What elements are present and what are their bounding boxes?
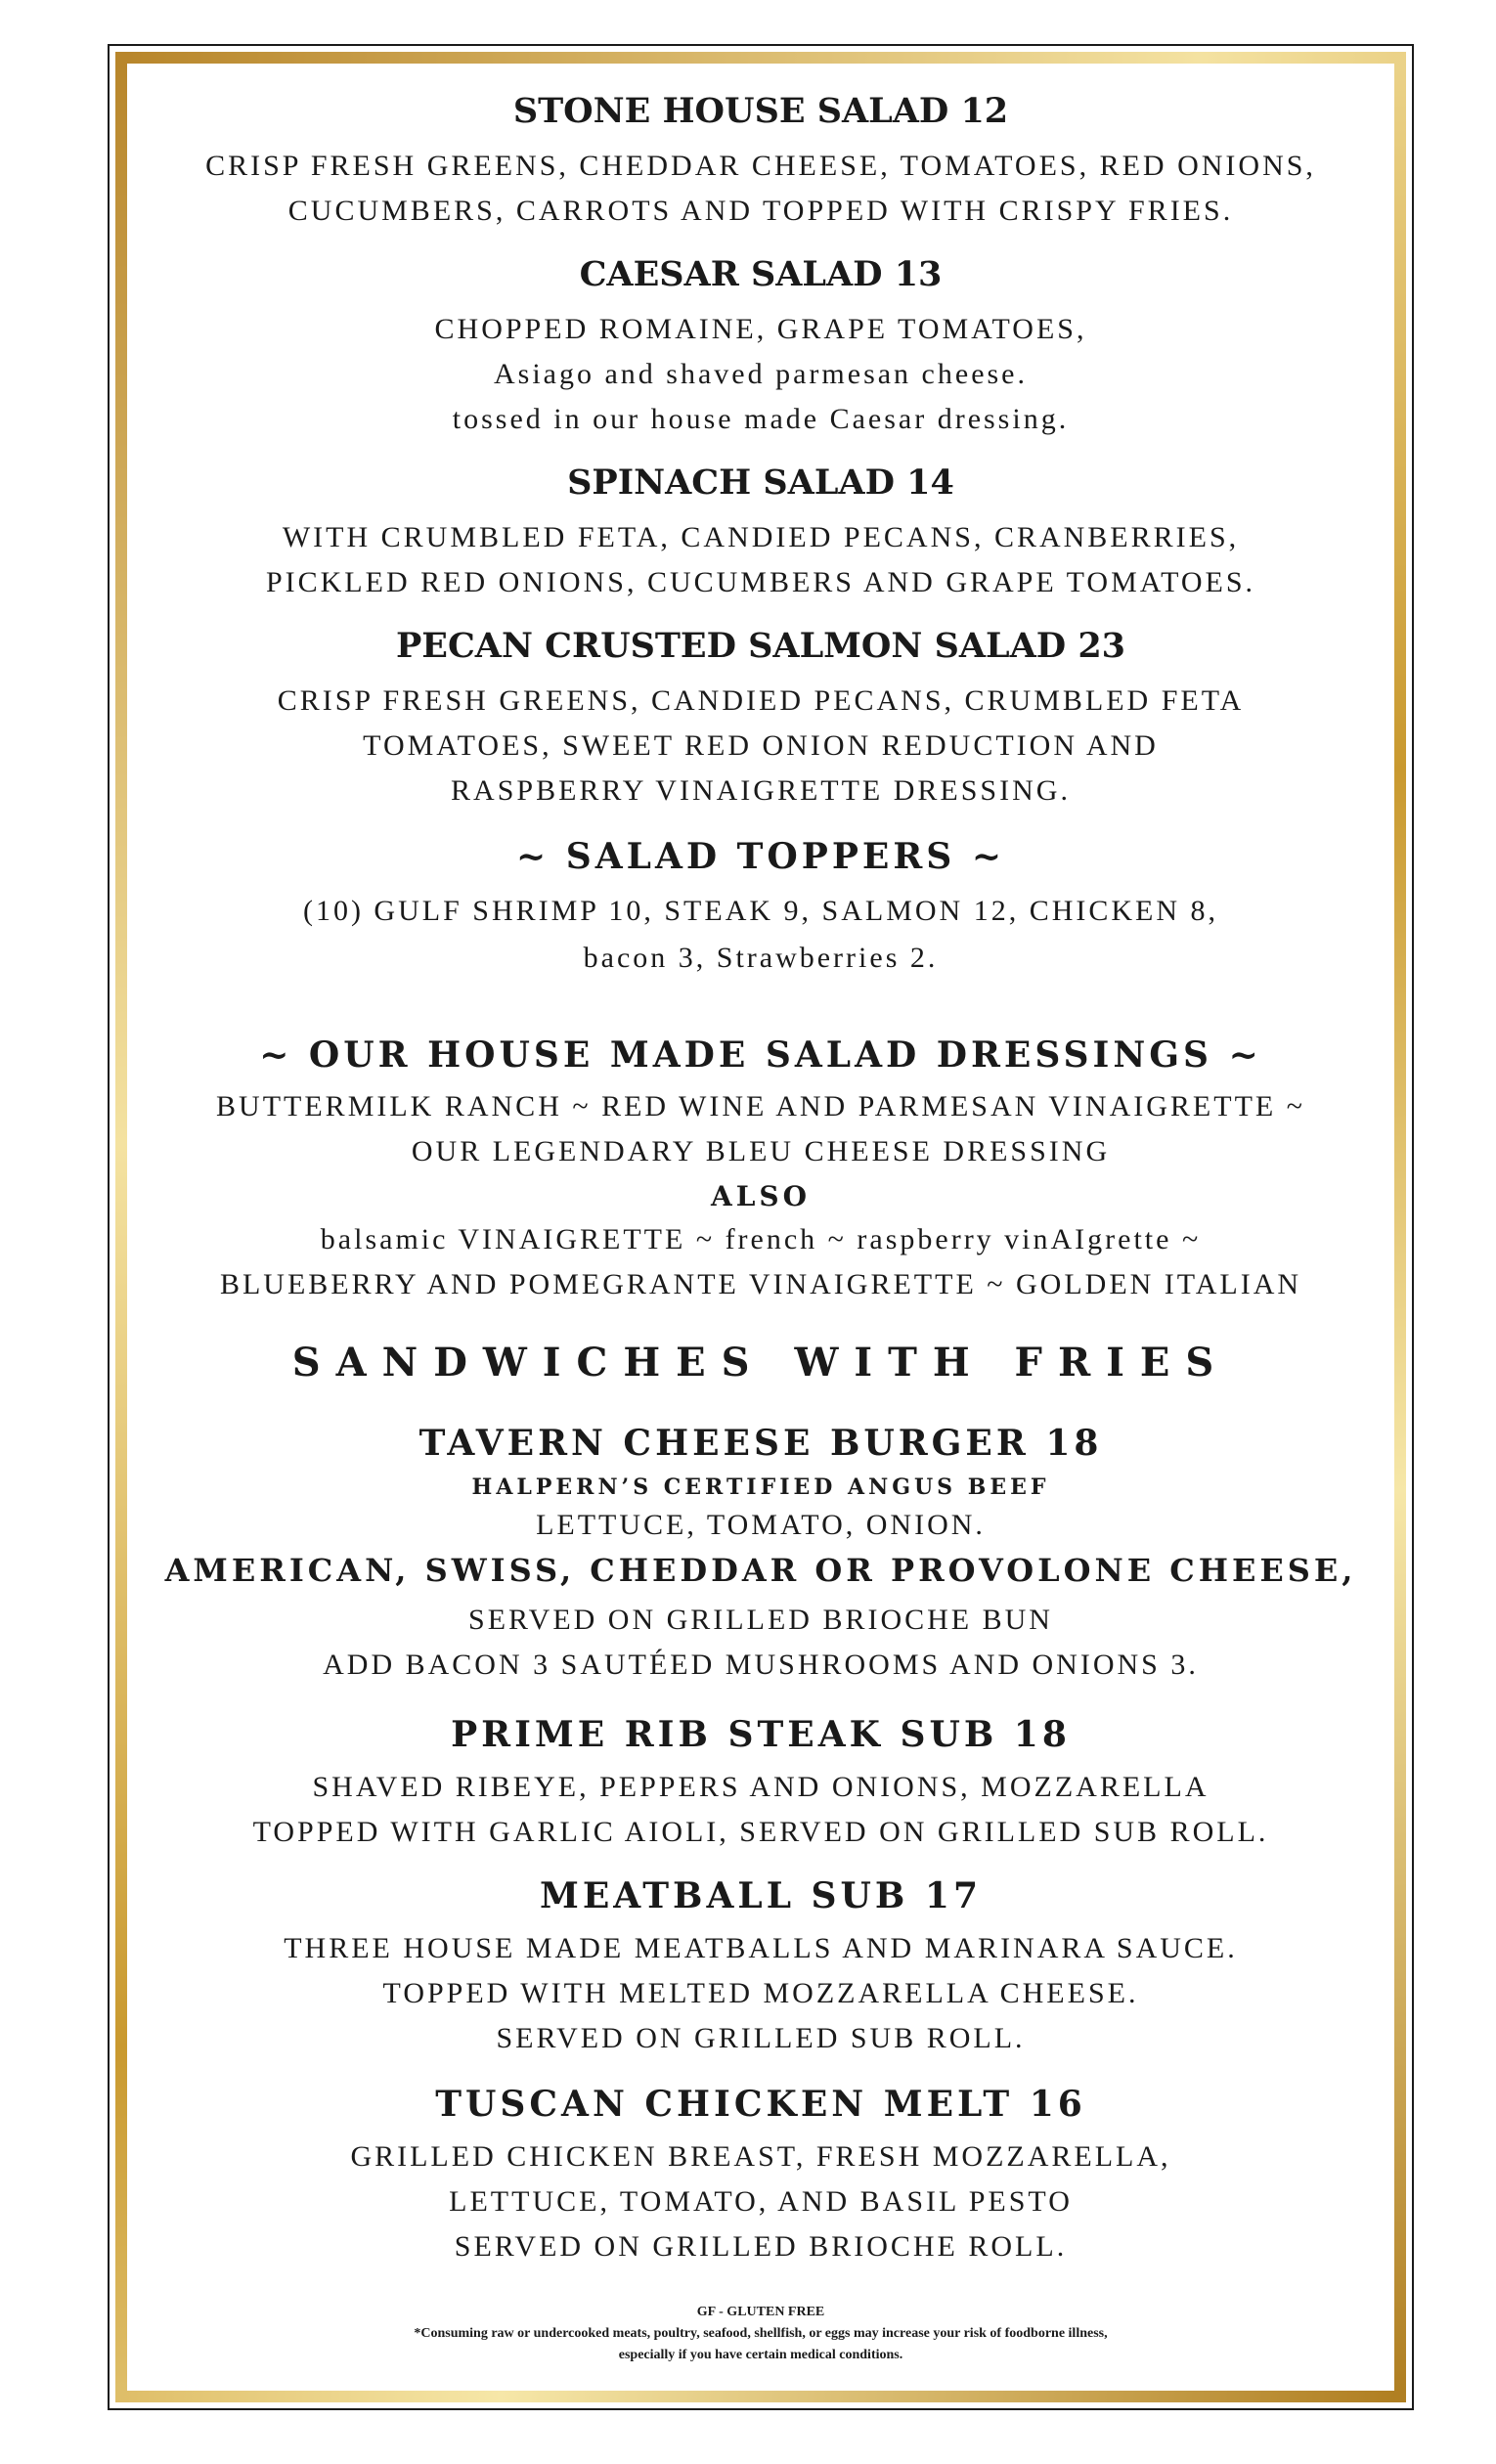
dressings-line-2: OUR LEGENDARY BLEU CHEESE DRESSING (411, 1135, 1111, 1167)
consumer-warning-1: *Consuming raw or undercooked meats, poultry, seafood, shellfish, or eggs may increase your risk of foodborne illness, (414, 2326, 1108, 2341)
caesar-salad-desc-2: Asiago and shaved parmesan cheese. (494, 358, 1028, 390)
caesar-salad-title: CAESAR SALAD 13 (579, 254, 943, 294)
burger-subtitle: HALPERN’S CERTIFIED ANGUS BEEF (471, 1474, 1050, 1500)
meatball-sub-desc-1: THREE HOUSE MADE MEATBALLS AND MARINARA SAUCE. (284, 1932, 1238, 1964)
menu-page (127, 64, 1394, 2391)
salmon-salad-desc-1: CRISP FRESH GREENS, CANDIED PECANS, CRUMBLED FETA (277, 684, 1245, 717)
gluten-free-note: GF - GLUTEN FREE (696, 2305, 825, 2319)
sandwiches-header: SANDWICHES WITH FRIES (291, 1340, 1230, 1386)
prime-rib-sub-title: PRIME RIB STEAK SUB 18 (451, 1714, 1071, 1755)
meatball-sub-desc-3: SERVED ON GRILLED SUB ROLL. (496, 2022, 1026, 2054)
caesar-salad-desc-1: CHOPPED ROMAINE, GRAPE TOMATOES, (434, 313, 1087, 345)
meatball-sub-title: MEATBALL SUB 17 (539, 1875, 982, 1916)
caesar-salad-desc-3: tossed in our house made Caesar dressing. (452, 403, 1070, 435)
dressings-also: ALSO (710, 1180, 812, 1212)
stone-house-salad-desc-1: CRISP FRESH GREENS, CHEDDAR CHEESE, TOMATOES, RED ONIONS, (205, 150, 1316, 182)
burger-line-2: SERVED ON GRILLED BRIOCHE BUN (468, 1604, 1053, 1636)
spinach-salad-desc-1: WITH CRUMBLED FETA, CANDIED PECANS, CRANBERRIES, (282, 521, 1240, 553)
burger-cheese-options: AMERICAN, SWISS, CHEDDAR OR PROVOLONE CHEESE, (164, 1552, 1357, 1589)
tuscan-melt-desc-1: GRILLED CHICKEN BREAST, FRESH MOZZARELLA, (350, 2140, 1171, 2173)
spinach-salad-desc-2: PICKLED RED ONIONS, CUCUMBERS AND GRAPE TOMATOES. (265, 566, 1256, 598)
salad-toppers-line-1: (10) GULF SHRIMP 10, STEAK 9, SALMON 12, CHICKEN 8, (302, 895, 1219, 927)
salad-toppers-title: ~ SALAD TOPPERS ~ (516, 836, 1005, 877)
tuscan-melt-desc-2: LETTUCE, TOMATO, AND BASIL PESTO (449, 2185, 1073, 2218)
consumer-warning-2: especially if you have certain medical conditions. (618, 2348, 903, 2362)
tuscan-melt-title: TUSCAN CHICKEN MELT 16 (435, 2084, 1086, 2125)
burger-line-1: LETTUCE, TOMATO, ONION. (536, 1509, 986, 1541)
meatball-sub-desc-2: TOPPED WITH MELTED MOZZARELLA CHEESE. (382, 1977, 1139, 2009)
stone-house-salad-desc-2: CUCUMBERS, CARROTS AND TOPPED WITH CRISPY FRIES. (287, 195, 1234, 227)
salmon-salad-desc-2: TOMATOES, SWEET RED ONION REDUCTION AND (363, 729, 1159, 762)
prime-rib-sub-desc-2: TOPPED WITH GARLIC AIOLI, SERVED ON GRILLED SUB ROLL. (252, 1816, 1269, 1848)
burger-title: TAVERN CHEESE BURGER 18 (418, 1423, 1103, 1464)
stone-house-salad-title: STONE HOUSE SALAD 12 (512, 91, 1009, 131)
tuscan-melt-desc-3: SERVED ON GRILLED BRIOCHE ROLL. (454, 2230, 1068, 2263)
dressings-line-3: balsamic VINAIGRETTE ~ french ~ raspberry vinAIgrette ~ (320, 1223, 1202, 1255)
burger-line-3: ADD BACON 3 SAUTÉED MUSHROOMS AND ONIONS 3. (323, 1649, 1199, 1681)
spinach-salad-title: SPINACH SALAD 14 (567, 462, 954, 503)
salad-toppers-line-2: bacon 3, Strawberries 2. (583, 942, 939, 974)
salmon-salad-desc-3: RASPBERRY VINAIGRETTE DRESSING. (451, 774, 1071, 807)
dressings-line-4: BLUEBERRY AND POMEGRANTE VINAIGRETTE ~ GOLDEN ITALIAN (219, 1268, 1302, 1300)
prime-rib-sub-desc-1: SHAVED RIBEYE, PEPPERS AND ONIONS, MOZZARELLA (312, 1771, 1210, 1803)
dressings-title: ~ OUR HOUSE MADE SALAD DRESSINGS ~ (259, 1034, 1262, 1076)
salmon-salad-title: PECAN CRUSTED SALMON SALAD 23 (395, 626, 1126, 666)
dressings-line-1: BUTTERMILK RANCH ~ RED WINE AND PARMESAN VINAIGRETTE ~ (216, 1090, 1305, 1122)
